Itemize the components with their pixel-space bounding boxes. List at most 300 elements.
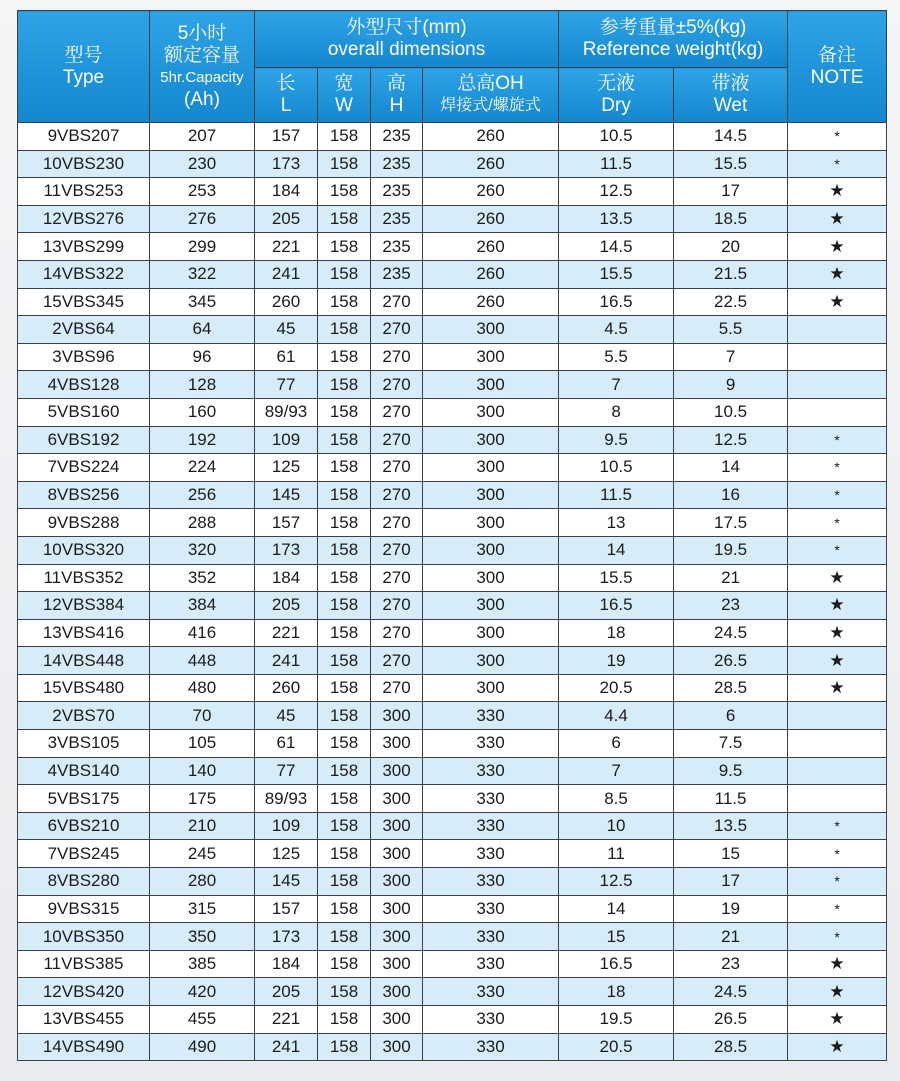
cell-type: 3VBS96: [18, 343, 150, 371]
cell-width: 158: [318, 840, 371, 868]
cell-total-height: 300: [423, 674, 559, 702]
cell-height: 300: [371, 868, 423, 896]
table-row: [18, 564, 887, 592]
cell-dry-weight: 15.5: [559, 260, 674, 288]
header-capacity-en: 5hr.Capacity: [160, 68, 244, 86]
cell-height: 300: [371, 840, 423, 868]
cell-width: 158: [318, 233, 371, 261]
cell-total-height: 300: [423, 343, 559, 371]
cell-length: 145: [255, 868, 318, 896]
header-note-en: NOTE: [810, 66, 864, 88]
cell-length: 205: [255, 592, 318, 620]
cell-height: 270: [371, 509, 423, 537]
header-dimensions: [255, 11, 559, 68]
cell-length: 173: [255, 923, 318, 951]
table-row: [18, 674, 887, 702]
cell-capacity: 345: [150, 288, 255, 316]
table-row: [18, 1033, 887, 1061]
table-header: [18, 11, 887, 123]
cell-note: ★: [788, 288, 887, 316]
cell-capacity: 160: [150, 398, 255, 426]
header-type: [18, 11, 150, 123]
header-dry: [559, 68, 674, 123]
cell-length: 77: [255, 371, 318, 399]
cell-total-height: 330: [423, 785, 559, 813]
cell-capacity: 96: [150, 343, 255, 371]
cell-wet-weight: 15: [674, 840, 788, 868]
cell-type: 4VBS128: [18, 371, 150, 399]
cell-type: 10VBS320: [18, 536, 150, 564]
cell-length: 205: [255, 205, 318, 233]
cell-length: 157: [255, 123, 318, 151]
table-row: [18, 316, 887, 344]
cell-wet-weight: 24.5: [674, 619, 788, 647]
table-row: [18, 840, 887, 868]
cell-height: 235: [371, 205, 423, 233]
cell-wet-weight: 14.5: [674, 123, 788, 151]
cell-total-height: 260: [423, 288, 559, 316]
table-row: [18, 730, 887, 758]
cell-wet-weight: 19.5: [674, 536, 788, 564]
cell-height: 300: [371, 950, 423, 978]
cell-capacity: 140: [150, 757, 255, 785]
cell-capacity: 207: [150, 123, 255, 151]
cell-type: 12VBS384: [18, 592, 150, 620]
cell-note: *: [788, 426, 887, 454]
cell-note: [788, 316, 887, 344]
cell-width: 158: [318, 426, 371, 454]
cell-type: 6VBS192: [18, 426, 150, 454]
cell-height: 270: [371, 619, 423, 647]
cell-capacity: 448: [150, 647, 255, 675]
header-dimensions-cn: 外型尺寸(mm): [346, 17, 467, 38]
cell-length: 109: [255, 812, 318, 840]
cell-total-height: 330: [423, 1006, 559, 1034]
cell-dry-weight: 10.5: [559, 454, 674, 482]
cell-dry-weight: 20.5: [559, 674, 674, 702]
cell-type: 3VBS105: [18, 730, 150, 758]
cell-note: *: [788, 923, 887, 951]
cell-wet-weight: 12.5: [674, 426, 788, 454]
cell-capacity: 280: [150, 868, 255, 896]
cell-wet-weight: 21.5: [674, 260, 788, 288]
cell-note: [788, 343, 887, 371]
cell-wet-weight: 24.5: [674, 978, 788, 1006]
cell-type: 15VBS480: [18, 674, 150, 702]
cell-total-height: 260: [423, 123, 559, 151]
cell-length: 205: [255, 978, 318, 1006]
cell-type: 14VBS448: [18, 647, 150, 675]
header-height-cn: 高: [386, 73, 406, 94]
cell-note: *: [788, 840, 887, 868]
cell-total-height: 330: [423, 812, 559, 840]
cell-dry-weight: 11.5: [559, 150, 674, 178]
cell-dry-weight: 11: [559, 840, 674, 868]
cell-dry-weight: 14: [559, 536, 674, 564]
cell-height: 300: [371, 702, 423, 730]
cell-type: 14VBS322: [18, 260, 150, 288]
cell-note: ★: [788, 674, 887, 702]
cell-wet-weight: 5.5: [674, 316, 788, 344]
cell-dry-weight: 8: [559, 398, 674, 426]
header-length-en: L: [280, 95, 292, 116]
cell-dry-weight: 14.5: [559, 233, 674, 261]
cell-capacity: 480: [150, 674, 255, 702]
cell-height: 300: [371, 757, 423, 785]
cell-note: *: [788, 454, 887, 482]
table-row: [18, 702, 887, 730]
cell-total-height: 330: [423, 757, 559, 785]
cell-wet-weight: 28.5: [674, 674, 788, 702]
cell-capacity: 420: [150, 978, 255, 1006]
cell-width: 158: [318, 702, 371, 730]
cell-total-height: 260: [423, 260, 559, 288]
cell-note: *: [788, 812, 887, 840]
table-row: [18, 536, 887, 564]
cell-capacity: 320: [150, 536, 255, 564]
cell-capacity: 70: [150, 702, 255, 730]
cell-dry-weight: 18: [559, 978, 674, 1006]
battery-spec-table: [17, 10, 887, 1061]
cell-width: 158: [318, 371, 371, 399]
cell-type: 9VBS288: [18, 509, 150, 537]
cell-height: 300: [371, 1006, 423, 1034]
cell-length: 221: [255, 233, 318, 261]
cell-total-height: 330: [423, 978, 559, 1006]
cell-width: 158: [318, 481, 371, 509]
table-row: [18, 260, 887, 288]
cell-capacity: 490: [150, 1033, 255, 1061]
table-row: [18, 757, 887, 785]
cell-capacity: 315: [150, 895, 255, 923]
cell-height: 235: [371, 260, 423, 288]
cell-height: 235: [371, 123, 423, 151]
header-wet: [674, 68, 788, 123]
cell-dry-weight: 19.5: [559, 1006, 674, 1034]
cell-width: 158: [318, 205, 371, 233]
cell-dry-weight: 12.5: [559, 868, 674, 896]
cell-wet-weight: 6: [674, 702, 788, 730]
cell-length: 173: [255, 536, 318, 564]
cell-type: 8VBS256: [18, 481, 150, 509]
cell-type: 9VBS315: [18, 895, 150, 923]
cell-type: 2VBS64: [18, 316, 150, 344]
cell-note: [788, 702, 887, 730]
header-dry-en: Dry: [601, 95, 631, 116]
cell-wet-weight: 9: [674, 371, 788, 399]
cell-type: 11VBS352: [18, 564, 150, 592]
cell-width: 158: [318, 923, 371, 951]
cell-wet-weight: 14: [674, 454, 788, 482]
header-height: [371, 68, 423, 123]
cell-capacity: 352: [150, 564, 255, 592]
header-type-en: Type: [62, 66, 105, 88]
table-row: [18, 647, 887, 675]
cell-capacity: 416: [150, 619, 255, 647]
cell-length: 61: [255, 343, 318, 371]
cell-dry-weight: 11.5: [559, 481, 674, 509]
cell-note: [788, 757, 887, 785]
cell-dry-weight: 19: [559, 647, 674, 675]
table-row: [18, 288, 887, 316]
cell-type: 5VBS160: [18, 398, 150, 426]
cell-wet-weight: 23: [674, 592, 788, 620]
cell-capacity: 276: [150, 205, 255, 233]
header-width-cn: 宽: [334, 73, 354, 94]
cell-dry-weight: 4.4: [559, 702, 674, 730]
table-row: [18, 868, 887, 896]
cell-length: 89/93: [255, 398, 318, 426]
cell-length: 260: [255, 674, 318, 702]
cell-wet-weight: 21: [674, 564, 788, 592]
cell-total-height: 330: [423, 730, 559, 758]
table-row: [18, 233, 887, 261]
cell-total-height: 300: [423, 316, 559, 344]
cell-length: 241: [255, 260, 318, 288]
cell-dry-weight: 7: [559, 757, 674, 785]
cell-length: 77: [255, 757, 318, 785]
cell-note: *: [788, 536, 887, 564]
cell-note: [788, 398, 887, 426]
cell-dry-weight: 20.5: [559, 1033, 674, 1061]
cell-height: 270: [371, 426, 423, 454]
cell-dry-weight: 18: [559, 619, 674, 647]
header-capacity-cn-2: 额定容量: [163, 44, 240, 66]
cell-dry-weight: 13: [559, 509, 674, 537]
cell-height: 300: [371, 978, 423, 1006]
cell-wet-weight: 15.5: [674, 150, 788, 178]
cell-height: 270: [371, 316, 423, 344]
cell-length: 109: [255, 426, 318, 454]
cell-total-height: 300: [423, 619, 559, 647]
cell-length: 260: [255, 288, 318, 316]
cell-height: 270: [371, 371, 423, 399]
cell-total-height: 330: [423, 702, 559, 730]
cell-width: 158: [318, 950, 371, 978]
cell-total-height: 330: [423, 950, 559, 978]
table-row: [18, 426, 887, 454]
cell-note: ★: [788, 233, 887, 261]
cell-note: [788, 371, 887, 399]
table-row: [18, 343, 887, 371]
cell-capacity: 210: [150, 812, 255, 840]
table-row: [18, 150, 887, 178]
cell-wet-weight: 13.5: [674, 812, 788, 840]
cell-type: 11VBS253: [18, 178, 150, 206]
cell-type: 10VBS350: [18, 923, 150, 951]
cell-total-height: 330: [423, 895, 559, 923]
cell-width: 158: [318, 895, 371, 923]
cell-capacity: 322: [150, 260, 255, 288]
header-length: [255, 68, 318, 123]
cell-width: 158: [318, 868, 371, 896]
cell-length: 61: [255, 730, 318, 758]
cell-capacity: 224: [150, 454, 255, 482]
cell-capacity: 384: [150, 592, 255, 620]
cell-wet-weight: 28.5: [674, 1033, 788, 1061]
cell-note: *: [788, 123, 887, 151]
cell-dry-weight: 10: [559, 812, 674, 840]
header-wet-en: Wet: [713, 95, 748, 116]
header-total-height: [423, 68, 559, 123]
cell-height: 300: [371, 730, 423, 758]
cell-type: 7VBS245: [18, 840, 150, 868]
header-dimensions-en: overall dimensions: [327, 39, 486, 60]
cell-wet-weight: 19: [674, 895, 788, 923]
cell-type: 8VBS280: [18, 868, 150, 896]
cell-total-height: 300: [423, 481, 559, 509]
table-row: [18, 592, 887, 620]
cell-dry-weight: 5.5: [559, 343, 674, 371]
cell-length: 157: [255, 895, 318, 923]
table-row: [18, 454, 887, 482]
cell-type: 13VBS416: [18, 619, 150, 647]
cell-capacity: 245: [150, 840, 255, 868]
cell-note: ★: [788, 1033, 887, 1061]
header-capacity: [150, 11, 255, 123]
cell-length: 125: [255, 840, 318, 868]
header-type-cn: 型号: [64, 44, 103, 66]
cell-wet-weight: 23: [674, 950, 788, 978]
cell-width: 158: [318, 178, 371, 206]
cell-note: ★: [788, 260, 887, 288]
cell-total-height: 300: [423, 536, 559, 564]
cell-height: 270: [371, 564, 423, 592]
cell-note: *: [788, 895, 887, 923]
table-row: [18, 205, 887, 233]
cell-height: 300: [371, 923, 423, 951]
cell-wet-weight: 26.5: [674, 647, 788, 675]
cell-total-height: 300: [423, 398, 559, 426]
cell-note: ★: [788, 592, 887, 620]
cell-capacity: 128: [150, 371, 255, 399]
cell-height: 270: [371, 536, 423, 564]
cell-length: 184: [255, 564, 318, 592]
cell-width: 158: [318, 398, 371, 426]
cell-note: *: [788, 150, 887, 178]
cell-length: 45: [255, 702, 318, 730]
cell-total-height: 260: [423, 205, 559, 233]
cell-type: 5VBS175: [18, 785, 150, 813]
cell-height: 270: [371, 288, 423, 316]
cell-dry-weight: 8.5: [559, 785, 674, 813]
cell-length: 45: [255, 316, 318, 344]
cell-note: ★: [788, 950, 887, 978]
cell-wet-weight: 17.5: [674, 509, 788, 537]
cell-total-height: 330: [423, 840, 559, 868]
cell-total-height: 260: [423, 233, 559, 261]
cell-capacity: 385: [150, 950, 255, 978]
cell-width: 158: [318, 1033, 371, 1061]
cell-total-height: 300: [423, 371, 559, 399]
cell-note: ★: [788, 564, 887, 592]
cell-height: 270: [371, 454, 423, 482]
cell-total-height: 330: [423, 868, 559, 896]
cell-note: [788, 785, 887, 813]
cell-width: 158: [318, 509, 371, 537]
cell-wet-weight: 18.5: [674, 205, 788, 233]
cell-length: 145: [255, 481, 318, 509]
cell-dry-weight: 14: [559, 895, 674, 923]
header-capacity-unit: (Ah): [184, 88, 220, 110]
cell-wet-weight: 7.5: [674, 730, 788, 758]
cell-dry-weight: 15: [559, 923, 674, 951]
cell-wet-weight: 17: [674, 868, 788, 896]
table-row: [18, 619, 887, 647]
cell-dry-weight: 10.5: [559, 123, 674, 151]
cell-width: 158: [318, 316, 371, 344]
cell-height: 270: [371, 674, 423, 702]
cell-length: 241: [255, 1033, 318, 1061]
cell-height: 235: [371, 150, 423, 178]
cell-height: 300: [371, 1033, 423, 1061]
cell-height: 235: [371, 178, 423, 206]
cell-width: 158: [318, 674, 371, 702]
cell-width: 158: [318, 619, 371, 647]
table-row: [18, 950, 887, 978]
cell-total-height: 260: [423, 150, 559, 178]
table-row: [18, 785, 887, 813]
cell-height: 270: [371, 398, 423, 426]
cell-wet-weight: 11.5: [674, 785, 788, 813]
cell-dry-weight: 4.5: [559, 316, 674, 344]
cell-wet-weight: 10.5: [674, 398, 788, 426]
cell-width: 158: [318, 647, 371, 675]
cell-wet-weight: 22.5: [674, 288, 788, 316]
table-row: [18, 812, 887, 840]
cell-height: 235: [371, 233, 423, 261]
cell-width: 158: [318, 730, 371, 758]
cell-total-height: 300: [423, 454, 559, 482]
table-row: [18, 978, 887, 1006]
cell-dry-weight: 16.5: [559, 592, 674, 620]
cell-dry-weight: 13.5: [559, 205, 674, 233]
table-row: [18, 123, 887, 151]
cell-note: ★: [788, 1006, 887, 1034]
cell-note: ★: [788, 978, 887, 1006]
cell-length: 184: [255, 950, 318, 978]
cell-dry-weight: 16.5: [559, 288, 674, 316]
cell-height: 270: [371, 647, 423, 675]
cell-total-height: 300: [423, 647, 559, 675]
table-row: [18, 398, 887, 426]
table-row: [18, 178, 887, 206]
cell-width: 158: [318, 454, 371, 482]
cell-note: *: [788, 481, 887, 509]
cell-length: 89/93: [255, 785, 318, 813]
header-weight-cn: 参考重量±5%(kg): [599, 17, 747, 38]
cell-capacity: 299: [150, 233, 255, 261]
cell-wet-weight: 9.5: [674, 757, 788, 785]
cell-type: 13VBS299: [18, 233, 150, 261]
cell-width: 158: [318, 260, 371, 288]
header-total-height-sub: 焊接式/螺旋式: [440, 97, 541, 114]
cell-dry-weight: 16.5: [559, 950, 674, 978]
cell-width: 158: [318, 123, 371, 151]
cell-wet-weight: 20: [674, 233, 788, 261]
cell-wet-weight: 26.5: [674, 1006, 788, 1034]
cell-dry-weight: 12.5: [559, 178, 674, 206]
cell-length: 184: [255, 178, 318, 206]
header-note: [788, 11, 887, 123]
header-width-en: W: [335, 95, 353, 116]
cell-note: *: [788, 868, 887, 896]
header-length-cn: 长: [276, 73, 296, 94]
header-weight-en: Reference weight(kg): [582, 39, 764, 60]
cell-height: 270: [371, 343, 423, 371]
cell-type: 11VBS385: [18, 950, 150, 978]
cell-dry-weight: 7: [559, 371, 674, 399]
